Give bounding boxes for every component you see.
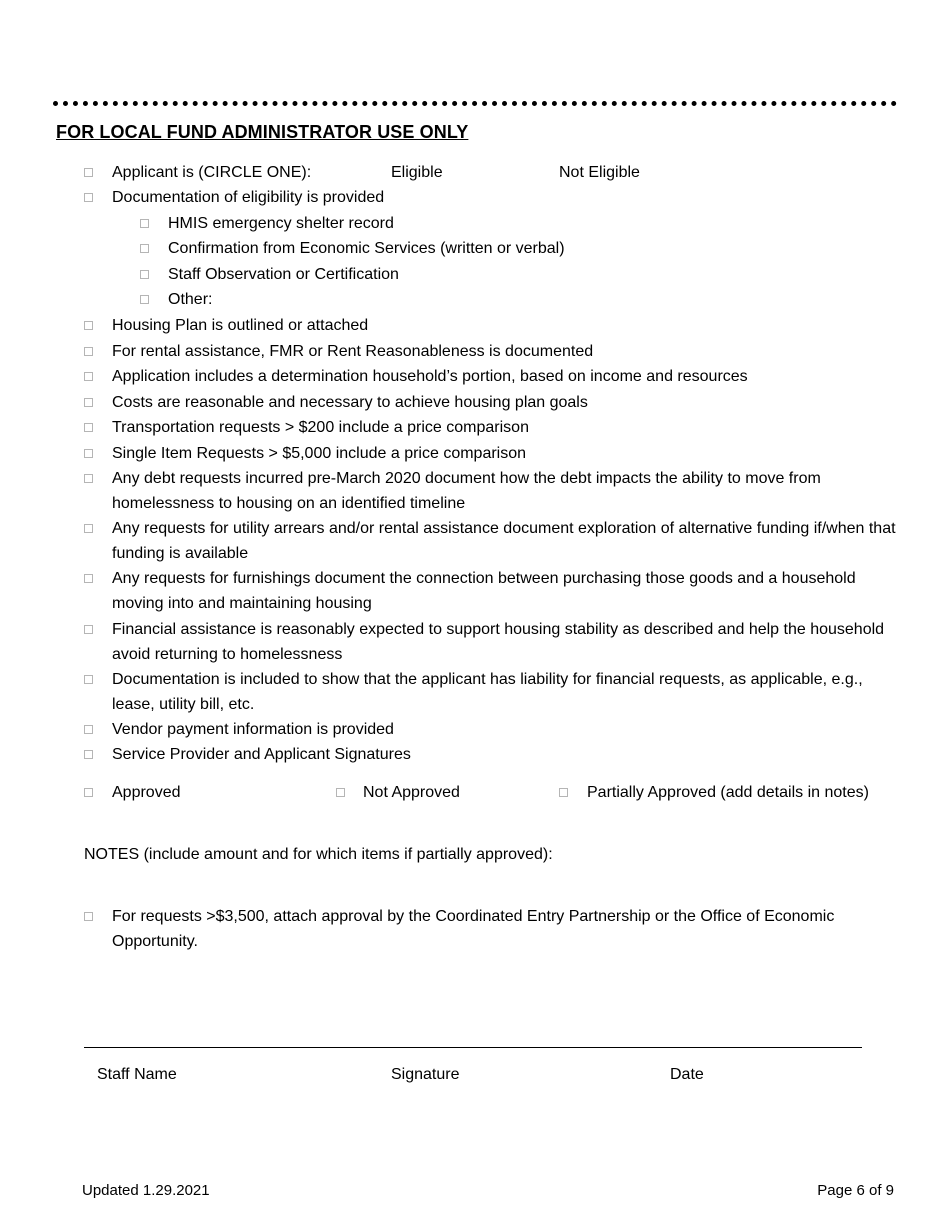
partially-approved-label: Partially Approved (add details in notes) [587,784,869,801]
checklist-item-label: Service Provider and Applicant Signatures [112,746,411,763]
eligible-option[interactable]: Eligible [391,164,443,181]
updated-date: Updated 1.29.2021 [82,1182,210,1199]
checkbox[interactable] [84,725,93,734]
checklist-item-label: Single Item Requests > $5,000 include a price comparison [112,445,527,462]
checklist-item-label: Costs are reasonable and necessary to achieve housing plan goals [112,394,588,411]
checkbox[interactable] [84,347,93,356]
checklist-item-label: For rental assistance, FMR or Rent Reasonableness is documented [112,343,594,360]
checklist-item [84,442,904,467]
partially-approved-checkbox[interactable] [559,788,568,797]
eligibility-checkbox[interactable] [84,168,93,177]
checklist-item [84,743,904,768]
not-eligible-option[interactable]: Not Eligible [559,164,640,181]
sub-checklist-item [140,263,880,288]
checklist-item-label: Documentation of eligibility is provided [112,189,385,206]
checkbox[interactable] [84,423,93,432]
large-request-label: For requests >$3,500, attach approval by the Coordinated Entry Partnership or the Office of Economic Opportunity. [112,908,835,950]
checklist-item [84,718,904,743]
checkbox[interactable] [84,912,93,921]
sub-item-label: Staff Observation or Certification [168,266,399,283]
checkbox[interactable] [140,244,149,253]
checkbox[interactable] [84,675,93,684]
checklist-item [84,314,904,339]
checkbox[interactable] [84,625,93,634]
checkbox[interactable] [140,295,149,304]
sub-item-label: Confirmation from Economic Services (written or verbal) [168,240,565,257]
checkbox[interactable] [140,219,149,228]
checkbox[interactable] [84,524,93,533]
checklist-item-label: Transportation requests > $200 include a price comparison [112,419,529,436]
sub-item-label: Other: [168,291,213,308]
checkbox[interactable] [84,193,93,202]
sub-checklist-item [140,237,880,262]
checklist-item-label: Any requests for utility arrears and/or rental assistance document exploration of alternative funding if/when that funding is available [112,520,896,562]
eligibility-label: Applicant is (CIRCLE ONE): [112,164,312,181]
signature-label: Signature [391,1066,460,1083]
approved-label: Approved [112,784,181,801]
large-request-item [84,905,904,954]
staff-name-label: Staff Name [97,1066,177,1083]
checklist-item-label: Financial assistance is reasonably expected to support housing stability as described and help the household avoid returning to homelessness [112,621,885,663]
section-heading: FOR LOCAL FUND ADMINISTRATOR USE ONLY [56,122,469,142]
checklist-item [84,186,904,211]
checkbox[interactable] [84,321,93,330]
checklist-item [84,567,904,616]
checklist-item [84,467,904,516]
checklist-item-label: Vendor payment information is provided [112,721,394,738]
date-label: Date [670,1066,704,1083]
checklist-item-label: Housing Plan is outlined or attached [112,317,369,334]
checklist-item-label: Application includes a determination household’s portion, based on income and resources [112,368,748,385]
checklist-item [84,517,904,566]
checkbox[interactable] [140,270,149,279]
approved-checkbox[interactable] [84,788,93,797]
page-number: Page 6 of 9 [817,1182,894,1199]
checklist-item [84,618,904,667]
checklist-item [84,340,904,365]
not-approved-checkbox[interactable] [336,788,345,797]
checklist-item [84,668,904,717]
eligibility-row [84,161,904,186]
sub-item-label: HMIS emergency shelter record [168,215,394,232]
decision-row [84,781,904,806]
checklist-item [84,391,904,416]
not-approved-label: Not Approved [363,784,460,801]
checklist-item [84,365,904,390]
checklist-item-label: Any debt requests incurred pre-March 2020 document how the debt impacts the ability to move from homelessness to housing on an identified timeline [112,470,821,512]
checkbox[interactable] [84,750,93,759]
notes-label: NOTES (include amount and for which items if partially approved): [84,846,553,863]
checkbox[interactable] [84,449,93,458]
signature-line [84,1047,862,1048]
checkbox[interactable] [84,372,93,381]
checkbox[interactable] [84,398,93,407]
dotted-divider [53,101,897,106]
checkbox[interactable] [84,574,93,583]
sub-checklist-item [140,212,880,237]
checklist-item [84,416,904,441]
checklist-item-label: Documentation is included to show that the applicant has liability for financial requests, as applicable, e.g., lease, utility bill, etc. [112,671,863,713]
checkbox[interactable] [84,474,93,483]
sub-checklist-item [140,288,880,313]
checklist-item-label: Any requests for furnishings document the connection between purchasing those goods and a household moving into and maintaining housing [112,570,856,612]
